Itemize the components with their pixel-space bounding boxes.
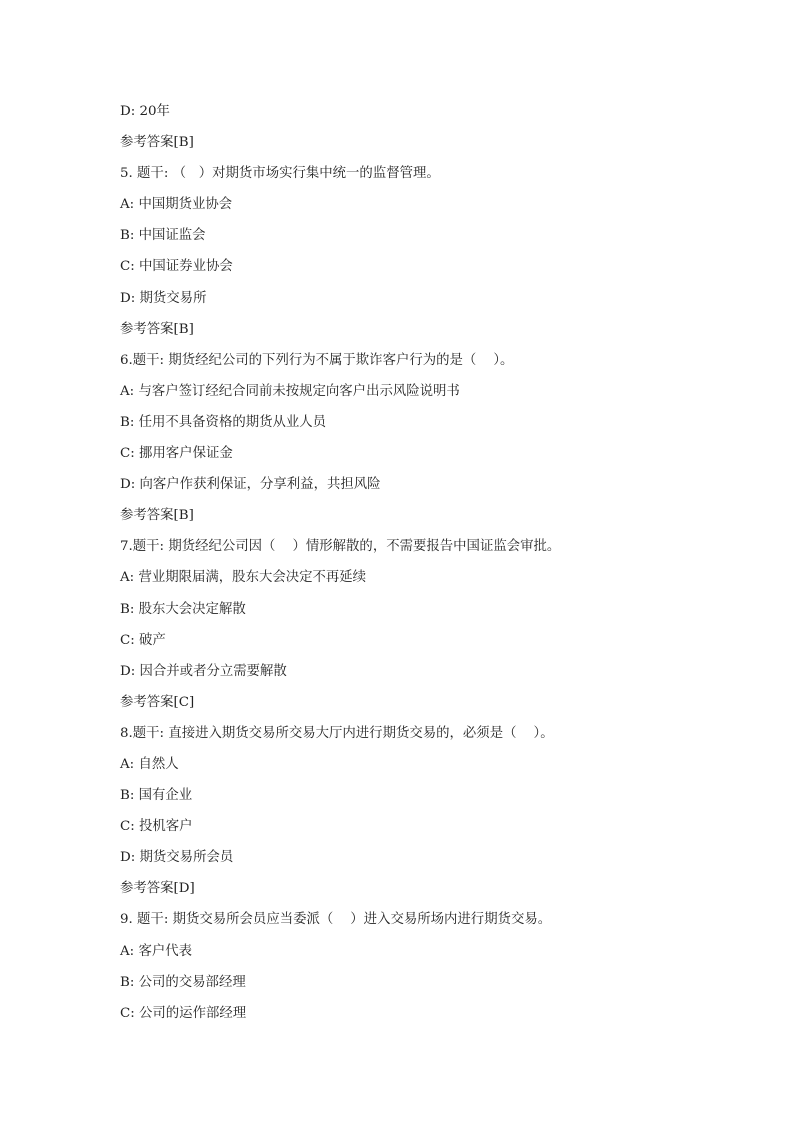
question-stem: 5. 题干: （ ）对期货市场实行集中统一的监督管理。 [120, 166, 440, 182]
answer-line: 参考答案[B] [120, 508, 194, 524]
option-line: D: 期货交易所会员 [120, 850, 234, 866]
option-line: C: 中国证券业协会 [120, 259, 233, 275]
option-line: C: 破产 [120, 632, 166, 648]
question-stem: 8.题干: 直接进入期货交易所交易大厅内进行期货交易的，必须是（ ）。 [120, 725, 554, 741]
answer-line: 参考答案[B] [120, 135, 194, 151]
option-line: A: 与客户签订经纪合同前未按规定向客户出示风险说明书 [120, 383, 460, 399]
option-line: B: 任用不具备资格的期货从业人员 [120, 414, 327, 430]
question-stem: 6.题干: 期货经纪公司的下列行为不属于欺诈客户行为的是（ ）。 [120, 352, 514, 368]
option-line: D: 因合并或者分立需要解散 [120, 663, 287, 679]
option-line: B: 国有企业 [120, 788, 193, 804]
option-line: A: 中国期货业协会 [120, 197, 233, 213]
option-line: C: 挪用客户保证金 [120, 446, 233, 462]
option-line: D: 20年 [120, 104, 170, 119]
option-line: C: 投机客户 [120, 819, 193, 835]
option-line: D: 向客户作获利保证，分享利益，共担风险 [120, 477, 381, 493]
question-stem: 7.题干: 期货经纪公司因（ ）情形解散的，不需要报告中国证监会审批。 [120, 539, 561, 555]
answer-line: 参考答案[C] [120, 694, 195, 710]
option-line: B: 股东大会决定解散 [120, 601, 246, 617]
document-body [120, 103, 760, 1036]
answer-line: 参考答案[B] [120, 321, 194, 337]
answer-line: 参考答案[D] [120, 881, 195, 897]
option-line: B: 中国证监会 [120, 228, 206, 244]
option-line: B: 公司的交易部经理 [120, 974, 246, 990]
option-line: A: 客户代表 [120, 943, 193, 959]
option-line: A: 自然人 [120, 756, 179, 772]
option-line: C: 公司的运作部经理 [120, 1005, 247, 1021]
option-line: D: 期货交易所 [120, 290, 207, 306]
option-line: A: 营业期限届满，股东大会决定不再延续 [120, 570, 367, 586]
question-stem: 9. 题干: 期货交易所会员应当委派（ ）进入交易所场内进行期货交易。 [120, 912, 552, 928]
